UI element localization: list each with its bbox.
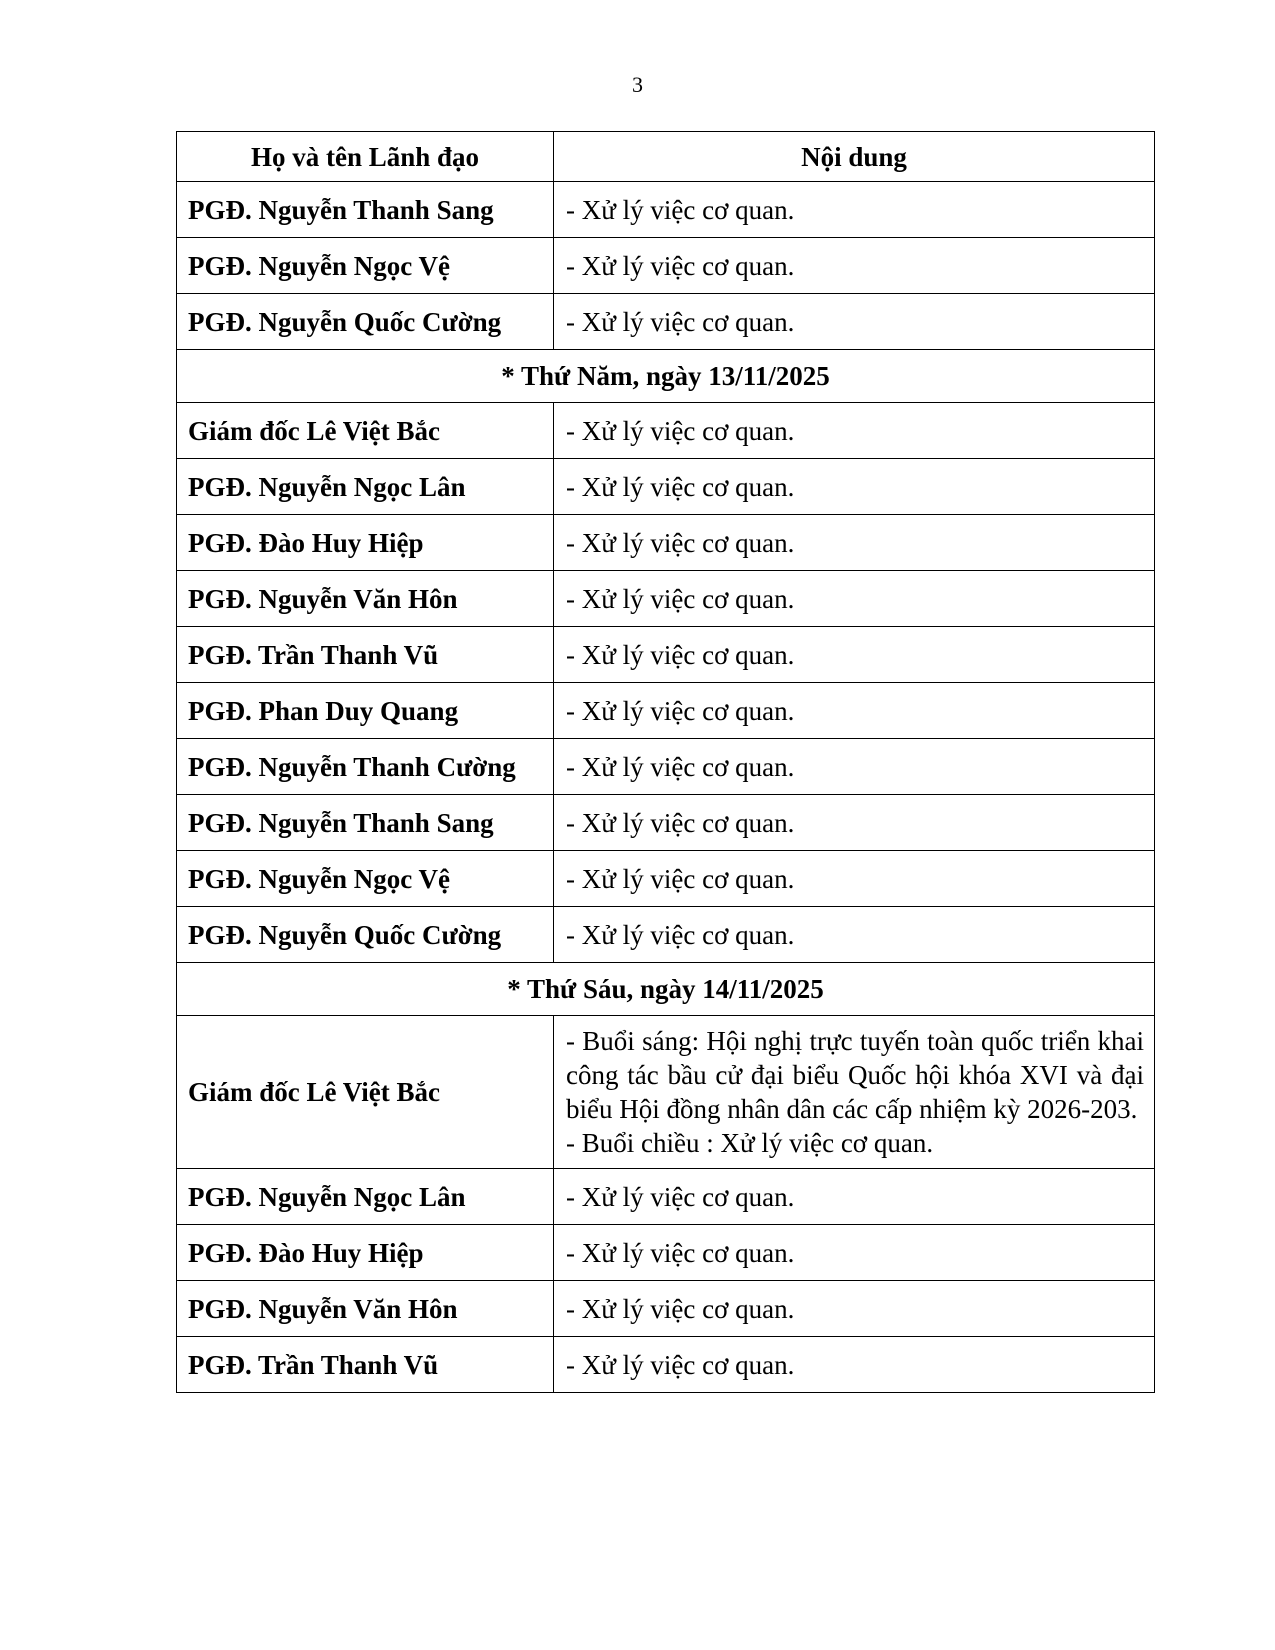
leader-name: PGĐ. Nguyễn Văn Hôn [177, 571, 554, 627]
afternoon-task: - Buổi chiều : Xử lý việc cơ quan. [566, 1128, 934, 1158]
leader-name: PGĐ. Đào Huy Hiệp [177, 1225, 554, 1281]
table-row [177, 907, 1155, 963]
leader-name: PGĐ. Trần Thanh Vũ [177, 1337, 554, 1393]
table-row [177, 403, 1155, 459]
leader-name: Giám đốc Lê Việt Bắc [177, 1016, 554, 1169]
task-content: - Xử lý việc cơ quan. [554, 182, 1155, 238]
day-header-row [177, 350, 1155, 403]
task-content: - Xử lý việc cơ quan. [554, 795, 1155, 851]
table-header-row [177, 132, 1155, 182]
table-row [177, 1016, 1155, 1169]
morning-task: - Buổi sáng: Hội nghị trực tuyến toàn quốc triển khai công tác bầu cử đại biểu Quốc hội khóa XVI và đại biểu Hội đồng nhân dân các cấp nhiệm kỳ 2026-203. [566, 1026, 1144, 1124]
task-content: - Xử lý việc cơ quan. [554, 851, 1155, 907]
leader-name: PGĐ. Phan Duy Quang [177, 683, 554, 739]
day-header-friday: * Thứ Sáu, ngày 14/11/2025 [177, 963, 1155, 1016]
table-row [177, 1169, 1155, 1225]
leader-name: PGĐ. Nguyễn Quốc Cường [177, 294, 554, 350]
table-row [177, 1225, 1155, 1281]
table-row [177, 851, 1155, 907]
leader-name: PGĐ. Đào Huy Hiệp [177, 515, 554, 571]
leader-name: Giám đốc Lê Việt Bắc [177, 403, 554, 459]
leader-name: PGĐ. Nguyễn Thanh Sang [177, 795, 554, 851]
leader-name: PGĐ. Trần Thanh Vũ [177, 627, 554, 683]
header-leader-name: Họ và tên Lãnh đạo [177, 132, 554, 182]
day-header-row [177, 963, 1155, 1016]
leader-name: PGĐ. Nguyễn Quốc Cường [177, 907, 554, 963]
task-content: - Xử lý việc cơ quan. [554, 571, 1155, 627]
task-content: - Xử lý việc cơ quan. [554, 683, 1155, 739]
task-content: - Xử lý việc cơ quan. [554, 907, 1155, 963]
table-row [177, 683, 1155, 739]
task-content: - Xử lý việc cơ quan. [554, 1337, 1155, 1393]
task-content: - Xử lý việc cơ quan. [554, 515, 1155, 571]
leader-name: PGĐ. Nguyễn Ngọc Lân [177, 459, 554, 515]
table-row [177, 294, 1155, 350]
table-row [177, 795, 1155, 851]
table-row [177, 515, 1155, 571]
table-row [177, 627, 1155, 683]
task-content: - Xử lý việc cơ quan. [554, 238, 1155, 294]
leader-name: PGĐ. Nguyễn Ngọc Vệ [177, 851, 554, 907]
table-row [177, 182, 1155, 238]
task-content: - Xử lý việc cơ quan. [554, 739, 1155, 795]
header-content: Nội dung [554, 132, 1155, 182]
task-content: - Xử lý việc cơ quan. [554, 1225, 1155, 1281]
table-row [177, 1337, 1155, 1393]
task-content: - Xử lý việc cơ quan. [554, 294, 1155, 350]
leader-name: PGĐ. Nguyễn Văn Hôn [177, 1281, 554, 1337]
task-content: - Xử lý việc cơ quan. [554, 403, 1155, 459]
table-row [177, 238, 1155, 294]
leader-name: PGĐ. Nguyễn Ngọc Lân [177, 1169, 554, 1225]
leader-name: PGĐ. Nguyễn Thanh Sang [177, 182, 554, 238]
day-header-thursday: * Thứ Năm, ngày 13/11/2025 [177, 350, 1155, 403]
table-row [177, 459, 1155, 515]
task-content [554, 1016, 1155, 1169]
table-row [177, 1281, 1155, 1337]
leader-schedule-table [176, 131, 1155, 1393]
table-row [177, 739, 1155, 795]
leader-name: PGĐ. Nguyễn Thanh Cường [177, 739, 554, 795]
table-row [177, 571, 1155, 627]
task-content: - Xử lý việc cơ quan. [554, 1281, 1155, 1337]
task-content: - Xử lý việc cơ quan. [554, 627, 1155, 683]
leader-name: PGĐ. Nguyễn Ngọc Vệ [177, 238, 554, 294]
task-content: - Xử lý việc cơ quan. [554, 459, 1155, 515]
task-content: - Xử lý việc cơ quan. [554, 1169, 1155, 1225]
page-number: 3 [632, 72, 643, 97]
